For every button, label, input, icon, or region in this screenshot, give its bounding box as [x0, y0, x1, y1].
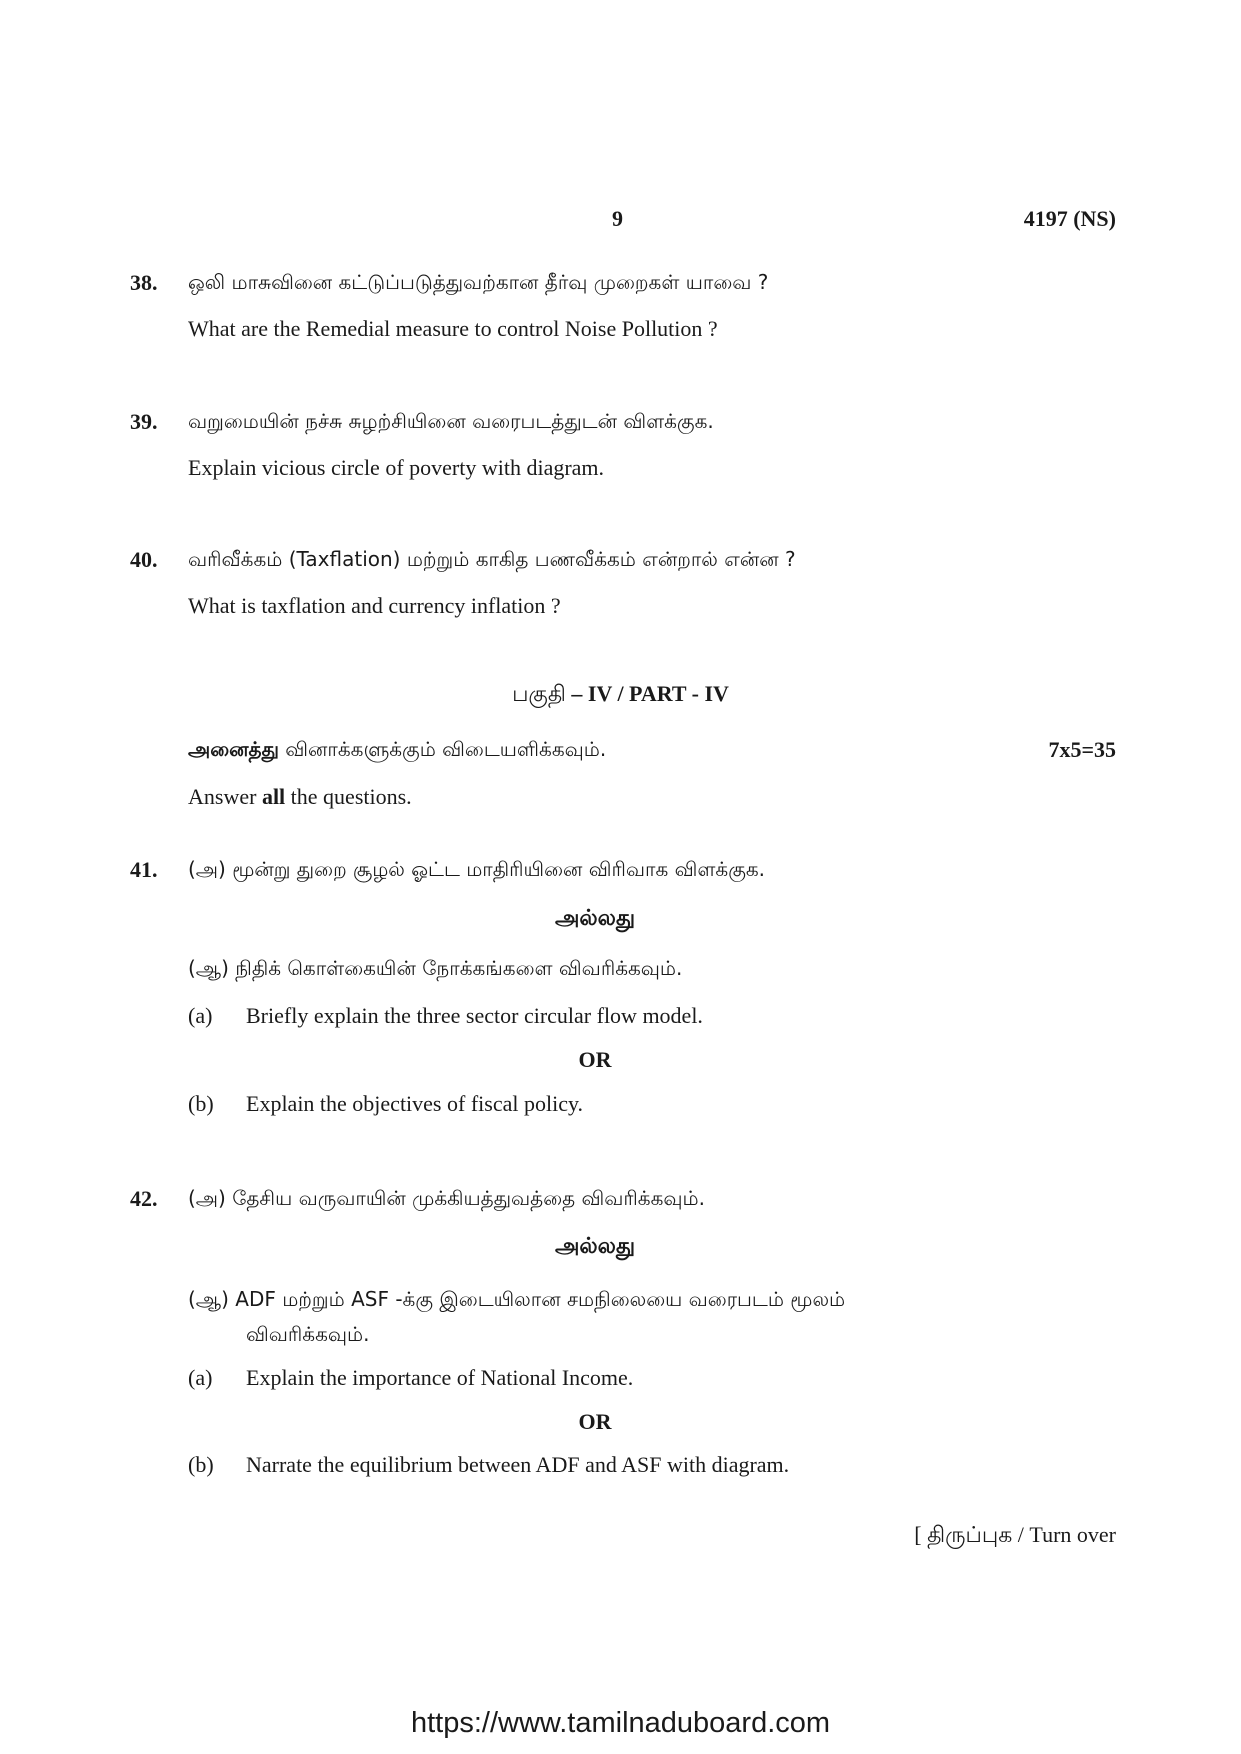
- question-41-english-a: Briefly explain the three sector circular flow model.: [246, 1003, 703, 1028]
- instruction-english-pre: Answer: [188, 784, 262, 809]
- question-42-label-a: (a): [188, 1365, 213, 1390]
- instruction-english: [188, 784, 412, 810]
- question-41-label-a: (a): [188, 1003, 213, 1028]
- instruction-tamil: [188, 737, 606, 764]
- part-heading: [0, 681, 1241, 710]
- question-42-english-b: Narrate the equilibrium between ADF and ASF with diagram.: [246, 1452, 790, 1477]
- question-number-39: 39.: [130, 409, 158, 434]
- question-42-or-tamil: அல்லது: [554, 1234, 636, 1259]
- question-39-tamil: வறுமையின் நச்சு சுழற்சியினை வரைபடத்துடன் விளக்குக.: [188, 409, 714, 433]
- question-42-english-a: Explain the importance of National Income.: [246, 1365, 634, 1390]
- part-heading-tamil: பகுதி: [512, 682, 566, 707]
- marks-allocation: 7x5=35: [1048, 737, 1116, 762]
- question-38-tamil: ஒலி மாசுவினை கட்டுப்படுத்துவற்கான தீர்வு முறைகள் யாவை ?: [188, 270, 769, 294]
- turn-over-note: [ திருப்புக / Turn over: [914, 1522, 1116, 1547]
- question-41-english-b: Explain the objectives of fiscal policy.: [246, 1091, 584, 1116]
- part-heading-english: – IV / PART - IV: [565, 681, 729, 706]
- question-number-42: 42.: [130, 1186, 158, 1211]
- question-41-tamil-b: (ஆ) நிதிக் கொள்கையின் நோக்கங்களை விவரிக்கவும்.: [188, 956, 683, 980]
- question-39-english: Explain vicious circle of poverty with diagram.: [188, 455, 605, 480]
- question-42-tamil-b-line1: (ஆ) ADF மற்றும் ASF -க்கு இடையிலான சமநிலையை வரைபடம் மூலம்: [188, 1287, 846, 1311]
- website-url[interactable]: https://www.tamilnaduboard.com: [410, 1707, 831, 1739]
- question-number-38: 38.: [130, 270, 158, 295]
- instruction-english-bold: all: [261, 784, 286, 809]
- question-42-tamil-a: (அ) தேசிய வருவாயின் முக்கியத்துவத்தை விவரிக்கவும்.: [188, 1186, 705, 1210]
- question-42-or-english: OR: [578, 1409, 612, 1434]
- instruction-tamil-bold: அனைத்து: [188, 737, 279, 761]
- question-41-or-tamil: அல்லது: [554, 906, 636, 931]
- question-38-english: What are the Remedial measure to control Noise Pollution ?: [188, 316, 718, 341]
- question-42-label-b: (b): [188, 1452, 214, 1477]
- instruction-english-post: the questions.: [285, 784, 412, 809]
- question-number-40: 40.: [130, 547, 158, 572]
- question-40-english: What is taxflation and currency inflation ?: [188, 593, 561, 618]
- paper-code: 4197 (NS): [1023, 206, 1116, 231]
- question-41-tamil-a: (அ) மூன்று துறை சூழல் ஓட்ட மாதிரியினை விரிவாக விளக்குக.: [188, 857, 766, 881]
- question-41-label-b: (b): [188, 1091, 214, 1116]
- instruction-tamil-rest: வினாக்களுக்கும் விடையளிக்கவும்.: [278, 737, 607, 761]
- question-42-tamil-b-line2: விவரிக்கவும்.: [246, 1322, 370, 1346]
- question-41-or-english: OR: [578, 1047, 612, 1072]
- question-40-tamil: வரிவீக்கம் (Taxflation) மற்றும் காகித பணவீக்கம் என்றால் என்ன ?: [188, 547, 796, 571]
- question-number-41: 41.: [130, 857, 158, 882]
- page-number: 9: [612, 206, 623, 231]
